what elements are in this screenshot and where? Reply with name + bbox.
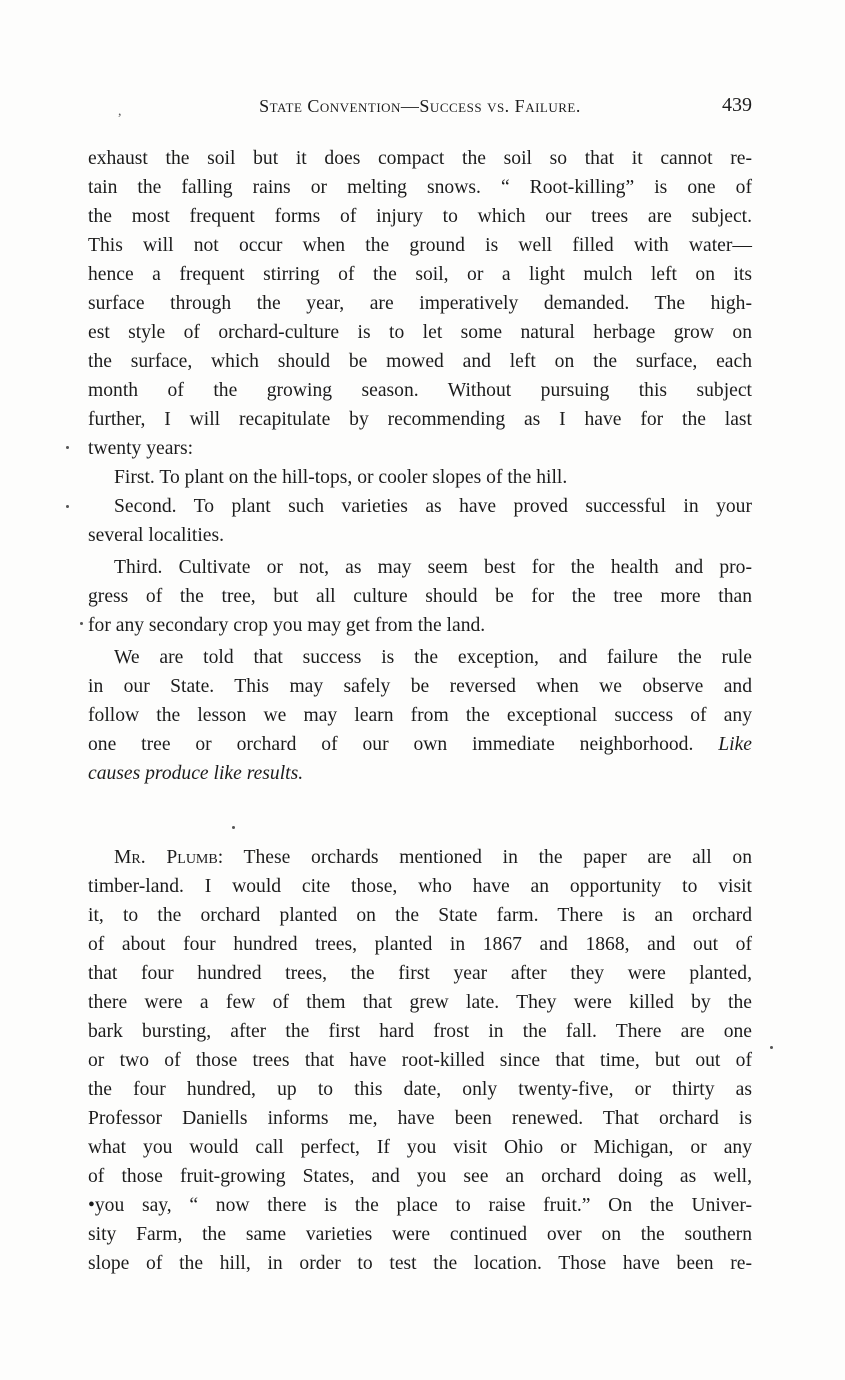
essay-conclusion — [88, 144, 752, 788]
text-line-with-emphasis — [88, 730, 752, 759]
speaker-name: Mr. Plumb: — [114, 847, 224, 868]
paper-speck — [80, 622, 83, 625]
paper-speck — [232, 826, 235, 829]
text-segment: These orchards mentioned in the paper are all on — [243, 847, 752, 868]
text-line: or two of those trees that have root-killed since that time, but out of — [88, 1050, 752, 1071]
page-number: 439 — [722, 94, 752, 116]
speaker-line — [88, 843, 752, 872]
text-segment: one tree or orchard of our own immediate neighborhood. — [88, 734, 694, 755]
text-line: follow the lesson we may learn from the exceptional success of any — [88, 705, 752, 726]
text-line: the four hundred, up to this date, only twenty-five, or thirty as — [88, 1079, 752, 1100]
text-line: Professor Daniells informs me, have been renewed. That orchard is — [88, 1108, 752, 1129]
text-line: month of the growing season. Without pursuing this subject — [88, 380, 752, 401]
text-line: slope of the hill, in order to test the location. Those have been re- — [88, 1253, 752, 1274]
paper-speck — [770, 1046, 773, 1049]
text-line: for any secondary crop you may get from the land. — [88, 615, 486, 636]
paper-speck — [66, 505, 69, 508]
text-line: est style of orchard-culture is to let some natural herbage grow on — [88, 322, 752, 343]
list-item-third: Third. Cultivate or not, as may seem best for the health and pro- — [114, 557, 752, 578]
paper-speck — [66, 446, 69, 449]
text-line: that four hundred trees, the first year after they were planted, — [88, 963, 752, 984]
list-item-first: First. To plant on the hill-tops, or cooler slopes of the hill. — [114, 467, 568, 488]
running-title: State Convention—Success vs. Failure. — [259, 96, 581, 116]
paragraph-start: We are told that success is the exception, and failure the rule — [114, 647, 752, 668]
emphasis-text: Like — [718, 734, 752, 755]
text-line: further, I will recapitulate by recommending as I have for the last — [88, 409, 752, 430]
text-line: twenty years: — [88, 438, 194, 459]
text-line: •you say, “ now there is the place to raise fruit.” On the Univer- — [88, 1195, 752, 1216]
text-line: tain the falling rains or melting snows. “ Root-killing” is one of — [88, 177, 752, 198]
text-line: exhaust the soil but it does compact the soil so that it cannot re- — [88, 148, 752, 169]
text-line: timber-land. I would cite those, who have an opportunity to visit — [88, 876, 752, 897]
text-line: This will not occur when the ground is well filled with water— — [88, 235, 752, 256]
text-line: in our State. This may safely be reversed when we observe and — [88, 676, 752, 697]
text-line: sity Farm, the same varieties were continued over on the southern — [88, 1224, 752, 1245]
text-line: surface through the year, are imperatively demanded. The high- — [88, 293, 752, 314]
text-line: several localities. — [88, 525, 225, 546]
text-line: of those fruit-growing States, and you see an orchard doing as well, — [88, 1166, 752, 1187]
text-line: there were a few of them that grew late. They were killed by the — [88, 992, 752, 1013]
emphasis-line: causes produce like results. — [88, 763, 304, 784]
text-line: of about four hundred trees, planted in 1867 and 1868, and out of — [88, 934, 752, 955]
discussion-remarks — [88, 843, 752, 1278]
text-line: gress of the tree, but all culture should be for the tree more than — [88, 586, 752, 607]
text-line: hence a frequent stirring of the soil, or a light mulch left on its — [88, 264, 752, 285]
text-line: the most frequent forms of injury to which our trees are subject. — [88, 206, 752, 227]
text-line: what you would call perfect, If you visit Ohio or Michigan, or any — [88, 1137, 752, 1158]
list-item-second: Second. To plant such varieties as have proved successful in your — [114, 496, 752, 517]
text-line: the surface, which should be mowed and left on the surface, each — [88, 351, 752, 372]
header-mark: , — [118, 104, 122, 119]
running-head — [88, 92, 752, 122]
text-line: it, to the orchard planted on the State farm. There is an orchard — [88, 905, 752, 926]
text-line: bark bursting, after the first hard frost in the fall. There are one — [88, 1021, 752, 1042]
